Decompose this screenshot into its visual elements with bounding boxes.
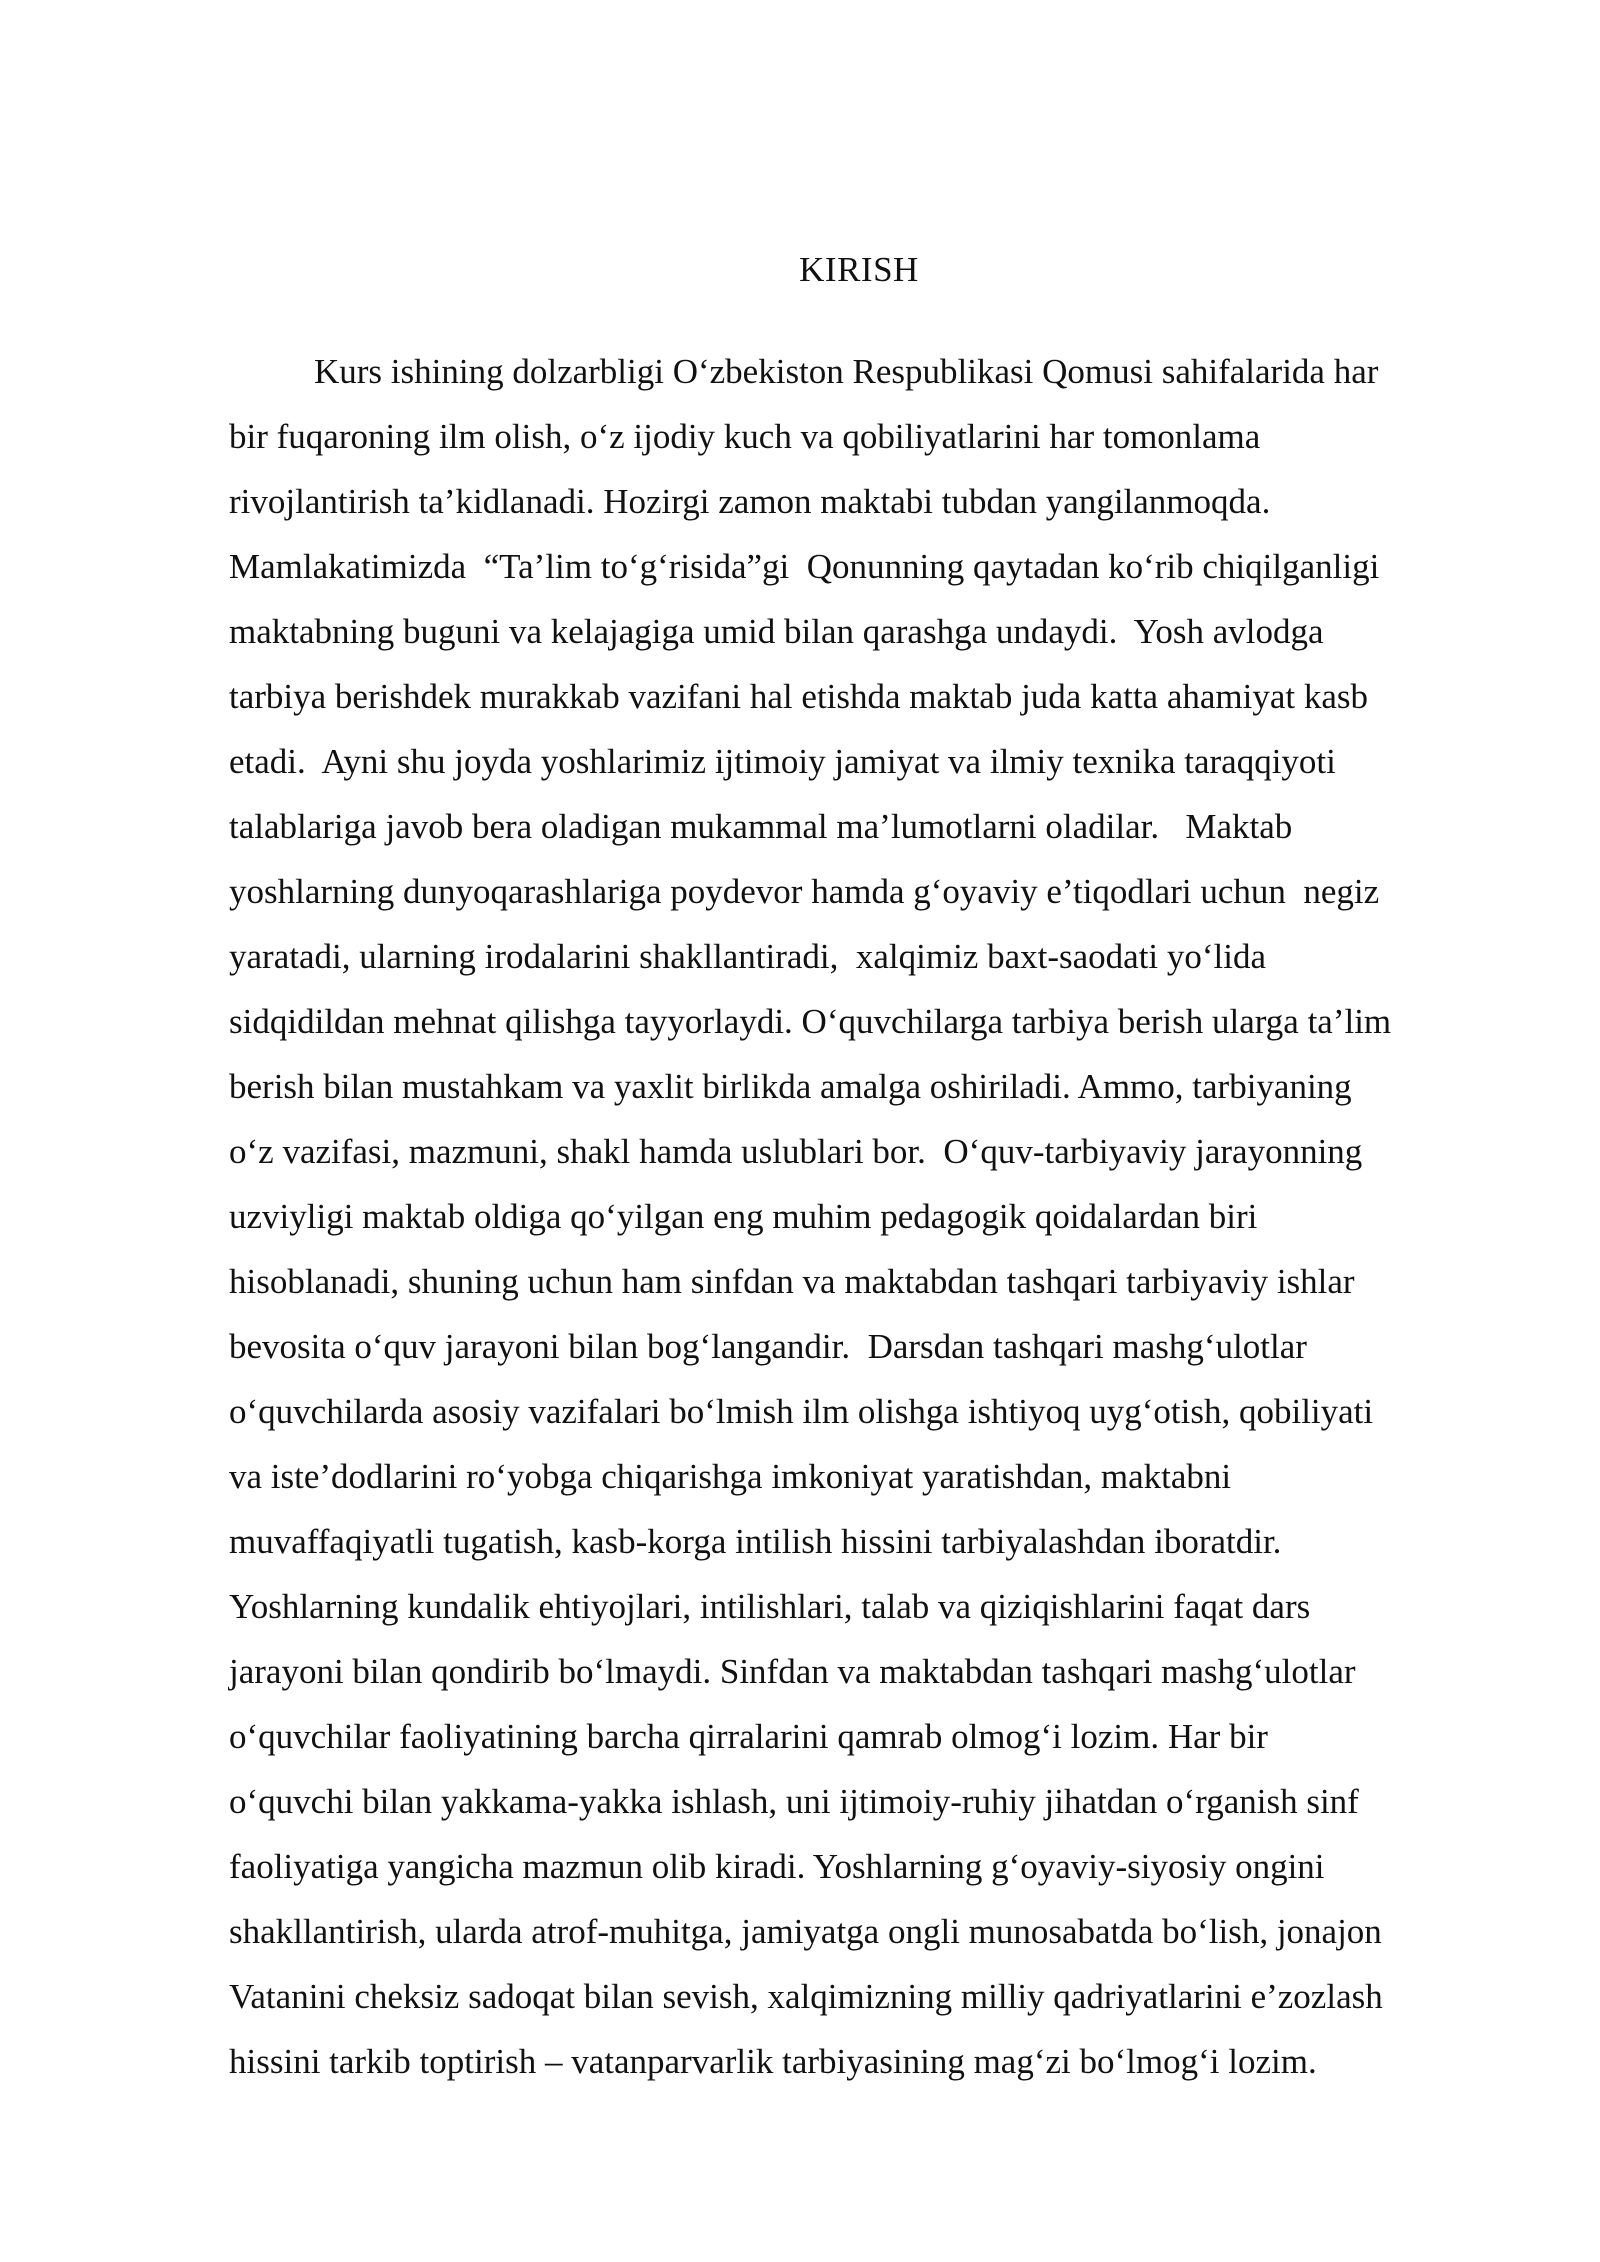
text-line: yaratadi, ularning irodalarini shakllantiradi, xalqimiz baxt-saodati yo‘lida [229,937,1267,976]
text-line: tarbiya berishdek murakkab vazifani hal etishda maktab juda katta ahamiyat kasb [229,677,1369,716]
text-line: bevosita o‘quv jarayoni bilan bog‘langandir. Darsdan tashqari mashg‘ulotlar [229,1327,1307,1366]
text-line: talablariga javob bera oladigan mukammal ma’lumotlarni oladilar. Maktab [229,807,1293,846]
text-line: etadi. Ayni shu joyda yoshlarimiz ijtimoiy jamiyat va ilmiy texnika taraqqiyoti [229,742,1336,781]
text-line: muvaffaqiyatli tugatish, kasb-korga intilish hissini tarbiyalashdan iboratdir. [229,1522,1282,1561]
text-line: faoliyatiga yangicha mazmun olib kiradi. Yoshlarning g‘oyaviy-siyosiy ongini [229,1847,1325,1886]
text-line: o‘z vazifasi, mazmuni, shakl hamda uslublari bor. O‘quv-tarbiyaviy jarayonning [229,1132,1363,1171]
text-line: rivojlantirish ta’kidlanadi. Hozirgi zamon maktabi tubdan yangilanmoqda. [229,482,1271,521]
text-line: hisoblanadi, shuning uchun ham sinfdan va maktabdan tashqari tarbiyaviy ishlar [229,1262,1355,1301]
text-line: Kurs ishining dolzarbligi O‘zbekiston Respublikasi Qomusi sahifalarida har [314,352,1379,391]
body-paragraph [229,346,1529,2101]
text-line: berish bilan mustahkam va yaxlit birlikda amalga oshiriladi. Ammo, tarbiyaning [229,1067,1352,1106]
text-line: hissini tarkib toptirish – vatanparvarlik tarbiyasining mag‘zi bo‘lmog‘i lozim. [229,2042,1317,2081]
text-line: Yoshlarning kundalik ehtiyojlari, intilishlari, talab va qiziqishlarini faqat dars [229,1587,1311,1626]
text-line: sidqidildan mehnat qilishga tayyorlaydi. O‘quvchilarga tarbiya berish ularga ta’lim [229,1002,1392,1041]
text-line: va iste’dodlarini ro‘yobga chiqarishga imkoniyat yaratishdan, maktabni [229,1457,1232,1496]
text-line: jarayoni bilan qondirib bo‘lmaydi. Sinfdan va maktabdan tashqari mashg‘ulotlar [229,1652,1356,1691]
text-line: maktabning buguni va kelajagiga umid bilan qarashga undaydi. Yosh avlodga [229,612,1324,651]
text-line: o‘quvchilar faoliyatining barcha qirralarini qamrab olmog‘i lozim. Har bir [229,1717,1268,1756]
text-line: shakllantirish, ularda atrof-muhitga, jamiyatga ongli munosabatda bo‘lish, jonajon [229,1912,1382,1951]
text-line: Vatanini cheksiz sadoqat bilan sevish, xalqimizning milliy qadriyatlarini e’zozlash [229,1977,1383,2016]
text-line: Mamlakatimizda “Ta’lim to‘g‘risida”gi Qonunning qaytadan ko‘rib chiqilganligi [229,547,1380,586]
page-heading: KIRISH [799,250,919,289]
text-line: yoshlarning dunyoqarashlariga poydevor hamda g‘oyaviy e’tiqodlari uchun negiz [229,872,1380,911]
text-line: uzviyligi maktab oldiga qo‘yilgan eng muhim pedagogik qoidalardan biri [229,1197,1258,1236]
text-line: o‘quvchilarda asosiy vazifalari bo‘lmish ilm olishga ishtiyoq uyg‘otish, qobiliyati [229,1392,1374,1431]
text-line: o‘quvchi bilan yakkama-yakka ishlash, uni ijtimoiy-ruhiy jihatdan o‘rganish sinf [229,1782,1359,1821]
text-line: bir fuqaroning ilm olish, o‘z ijodiy kuch va qobiliyatlarini har tomonlama [229,417,1261,456]
